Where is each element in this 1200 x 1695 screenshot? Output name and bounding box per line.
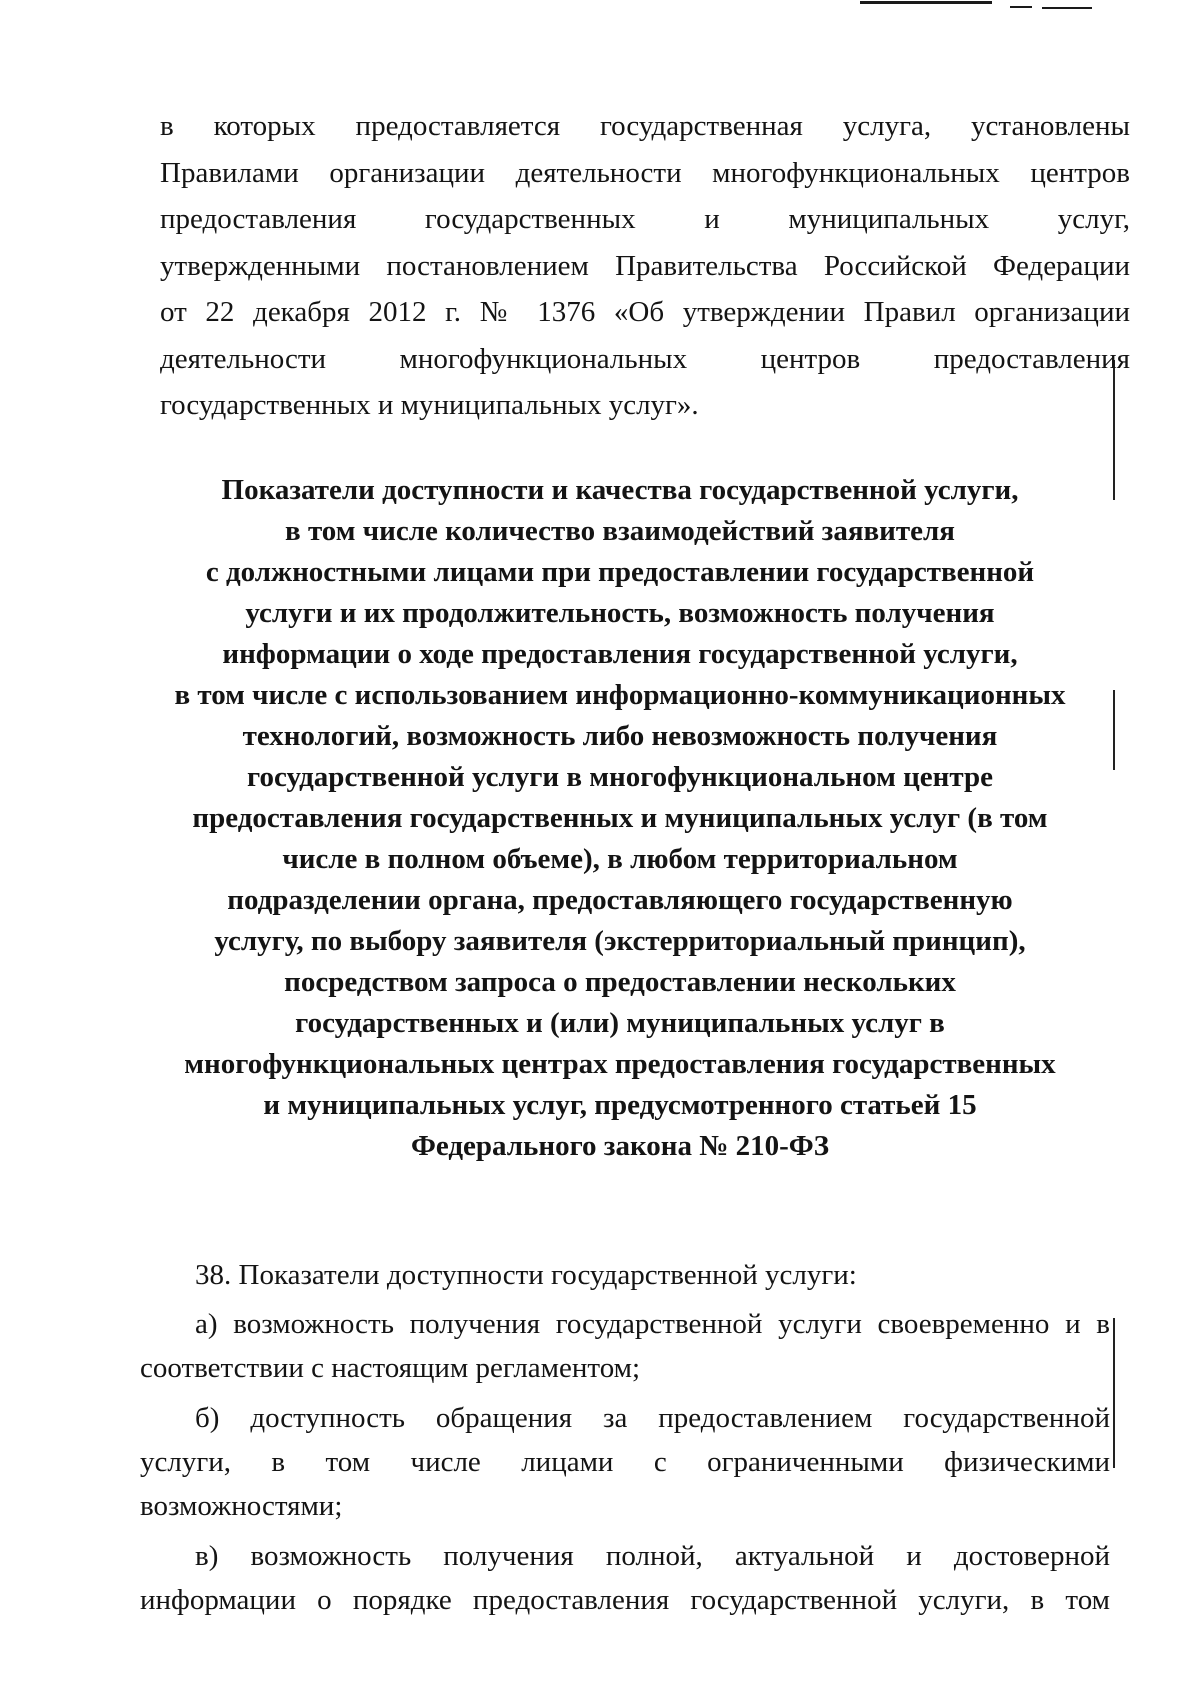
intro-line: деятельности многофункциональных центров предоставления [160,343,1130,375]
intro-line: предоставления государственных и муниципальных услуг, [160,203,1130,235]
intro-line: утвержденными постановлением Правительства Российской Федерации [160,250,1130,282]
heading-line: посредством запроса о предоставлении нескольких [284,966,956,998]
scan-margin-line [1113,1318,1115,1468]
heading-line: технологий, возможность либо невозможность получения [242,720,998,752]
scan-margin-line [1113,360,1115,500]
heading-line: государственных и (или) муниципальных услуг в [295,1007,945,1039]
heading-line: подразделении органа, предоставляющего государственную [227,884,1013,916]
heading-line: и муниципальных услуг, предусмотренного статьей 15 [263,1089,977,1121]
item-v-text: информации о порядке предоставления государственной услуги, в том [140,1584,1110,1616]
scan-artifact-top [1042,7,1092,9]
item-a-text: соответствии с настоящим регламентом; [140,1352,641,1384]
intro-line: в которых предоставляется государственная услуга, установлены [160,110,1130,142]
scan-artifact-top [860,1,992,4]
scan-margin-line [1113,690,1115,770]
heading-line: числе в полном объеме), в любом территориальном [282,843,958,875]
item-b-text: возможностями; [140,1490,343,1522]
heading-line: предоставления государственных и муниципальных услуг (в том [192,802,1048,834]
section-heading [140,470,1100,1167]
heading-line: многофункциональных центрах предоставления государственных [184,1048,1056,1080]
item-b-text: б) доступность обращения за предоставлением государственной [195,1402,1110,1434]
item-a-text: а) возможность получения государственной услуги своевременно и в [195,1308,1110,1340]
heading-line: услуги и их продолжительность, возможность получения [245,597,995,629]
heading-line: информации о ходе предоставления государственной услуги, [222,638,1018,670]
intro-line: от 22 декабря 2012 г. № 1376 «Об утверждении Правил организации [160,296,1130,328]
item-v-text: в) возможность получения полной, актуальной и достоверной [195,1540,1110,1572]
heading-line: Показатели доступности и качества государственной услуги, [221,474,1019,506]
heading-line: Федерального закона № 210-ФЗ [410,1130,830,1162]
intro-line: государственных и муниципальных услуг». [160,389,699,421]
section-38-title: 38. Показатели доступности государственной услуги: [195,1259,857,1291]
heading-line: в том числе количество взаимодействий заявителя [285,515,955,547]
heading-line: услугу, по выбору заявителя (экстерриториальный принцип), [214,925,1026,957]
heading-line: государственной услуги в многофункциональном центре [247,761,993,793]
heading-line: с должностными лицами при предоставлении государственной [205,556,1035,588]
intro-line: Правилами организации деятельности многофункциональных центров [160,157,1130,189]
item-b-text: услуги, в том числе лицами с ограниченными физическими [140,1446,1110,1478]
scan-artifact-top [1010,6,1032,8]
heading-line: в том числе с использованием информационно-коммуникационных [174,679,1066,711]
